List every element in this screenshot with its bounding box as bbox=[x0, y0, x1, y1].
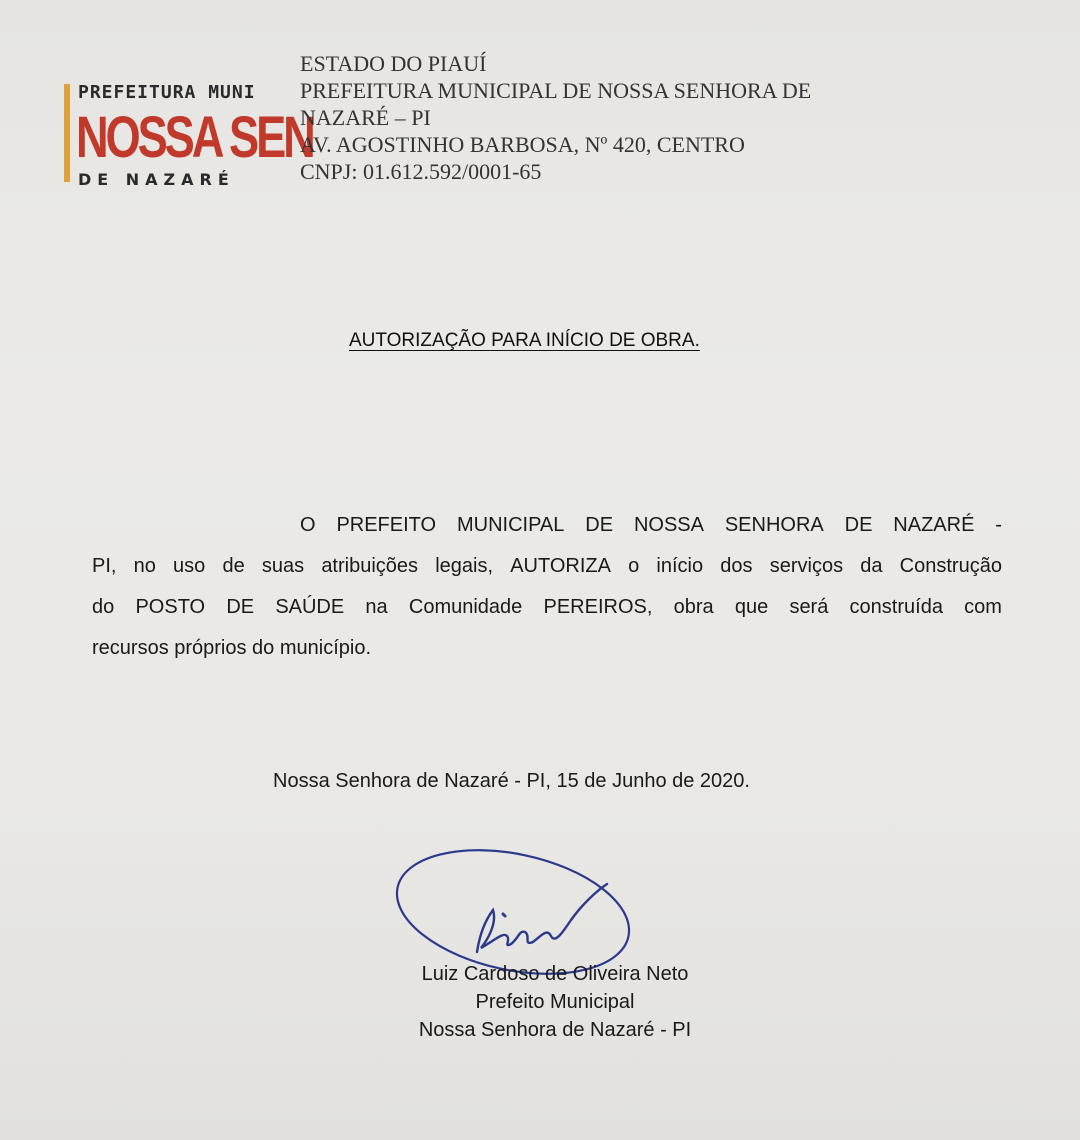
letterhead-address: AV. AGOSTINHO BARBOSA, Nº 420, CENTRO bbox=[300, 132, 745, 157]
signatory-place: Nossa Senhora de Nazaré - PI bbox=[418, 1019, 692, 1041]
logo-line-bottom: DE NAZARÉ bbox=[78, 170, 235, 189]
paragraph-line: do POSTO DE SAÚDE na Comunidade PEREIROS, obra que será construída com bbox=[92, 596, 1002, 618]
letterhead-municipality-cont: NAZARÉ – PI bbox=[300, 105, 431, 130]
logo-line-top: PREFEITURA MUNI bbox=[78, 82, 256, 103]
signatory-name: Luiz Cardoso de Oliveira Neto bbox=[421, 963, 689, 985]
letterhead bbox=[300, 50, 900, 185]
logo-line-main: NOSSA SEN bbox=[76, 105, 313, 170]
paragraph-line: PI, no uso de suas atribuições legais, AUTORIZA o início dos serviços da Construção bbox=[92, 555, 1002, 577]
logo-accent-bar bbox=[64, 84, 70, 182]
signature-block bbox=[385, 960, 725, 1044]
paragraph-line: O PREFEITO MUNICIPAL DE NOSSA SENHORA DE NAZARÉ - bbox=[300, 514, 1002, 536]
date-line: Nossa Senhora de Nazaré - PI, 15 de Junho de 2020. bbox=[273, 770, 750, 792]
letterhead-municipality: PREFEITURA MUNICIPAL DE NOSSA SENHORA DE bbox=[300, 78, 812, 103]
document-title: AUTORIZAÇÃO PARA INÍCIO DE OBRA. bbox=[349, 330, 700, 351]
municipality-logo bbox=[64, 78, 313, 189]
paragraph-line: recursos próprios do município. bbox=[92, 637, 372, 659]
signatory-role: Prefeito Municipal bbox=[475, 991, 635, 1013]
letterhead-state: ESTADO DO PIAUÍ bbox=[300, 51, 487, 76]
authorization-paragraph bbox=[92, 505, 1002, 669]
letterhead-cnpj: CNPJ: 01.612.592/0001-65 bbox=[300, 159, 542, 184]
